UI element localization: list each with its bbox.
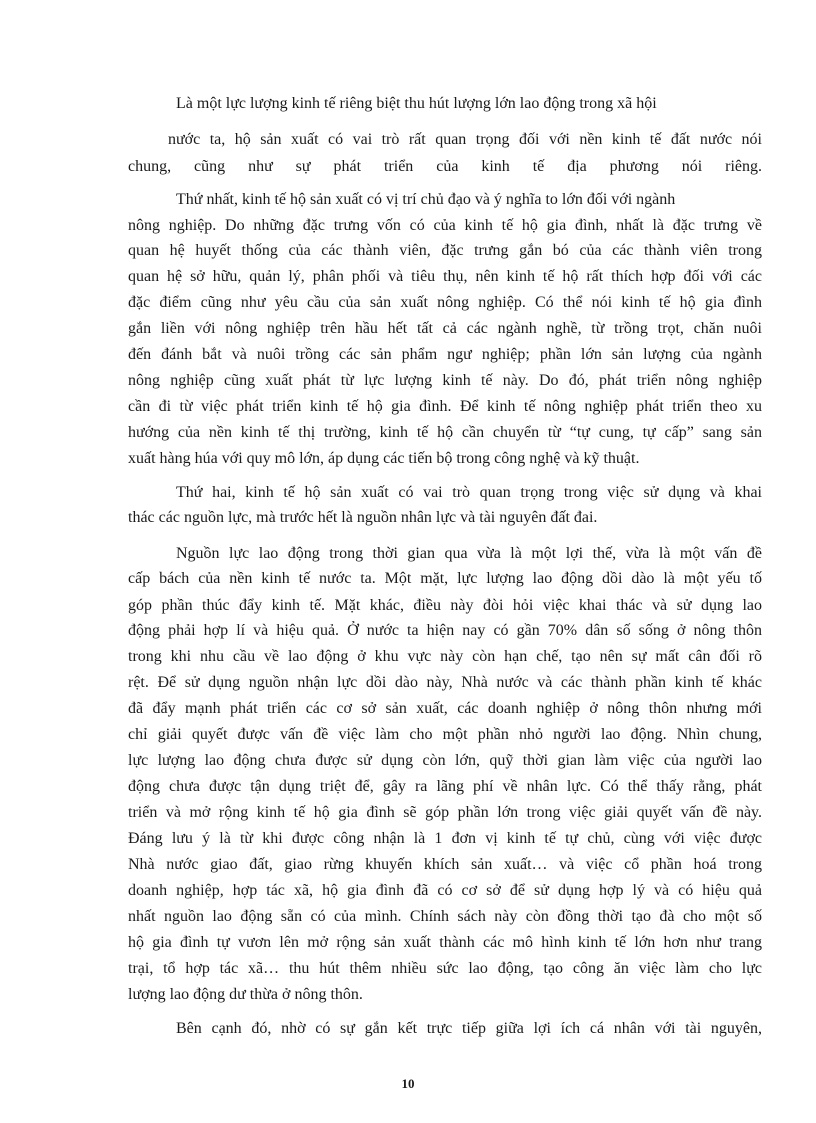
text-line: hộ gia đình tự vươn lên mở rộng sản xuất thành các mô hình kinh tế lớn hơn như trang (128, 934, 762, 951)
text-line: trong khi nhu cầu về lao động ở khu vực này còn hạn chế, tạo nên sự mất cân đối rõ (128, 648, 762, 665)
text-line: gắn liền với nông nghiệp trên hầu hết tất cả các ngành nghề, từ trồng trọt, chăn nuôi (128, 320, 762, 337)
text-line: đặc điểm cũng như yêu cầu của sản xuất nông nghiệp. Có thể nói kinh tế hộ gia đình (128, 294, 762, 311)
text-line: Bên cạnh đó, nhờ có sự gắn kết trực tiếp giữa lợi ích cá nhân với tài nguyên, (176, 1020, 762, 1037)
text-line: triển và mở rộng kinh tế hộ gia đình sẽ góp phần lớn trong việc giải quyết vấn đề này. (128, 804, 762, 821)
text-line: lực lượng lao động chưa được sử dụng còn lớn, quỹ thời gian làm việc của người lao (128, 752, 762, 769)
text-line: Là một lực lượng kinh tế riêng biệt thu hút lượng lớn lao động trong xã hội (176, 95, 657, 112)
text-line: góp phần thúc đẩy kinh tế. Mặt khác, điều này đòi hỏi việc khai thác và sử dụng lao (128, 597, 762, 614)
text-line: thác các nguồn lực, mà trước hết là nguồn nhân lực và tài nguyên đất đai. (128, 509, 598, 526)
text-line: quan hệ huyết thống của các thành viên, đặc trưng gắn bó của các thành viên trong (128, 242, 762, 259)
text-line: cấp bách của nền kinh tế nước ta. Một mặt, lực lượng lao động dồi dào là một yếu tố (128, 570, 762, 587)
text-line: Thứ hai, kinh tế hộ sản xuất có vai trò quan trọng trong việc sử dụng và khai (176, 484, 762, 501)
text-line: chung, cũng như sự phát triển của kinh tế địa phương nói riêng. (128, 158, 762, 175)
text-line: hướng của nền kinh tế thị trường, kinh tế hộ cần chuyển từ “tự cung, tự cấp” sang sản (128, 424, 762, 441)
text-line: trại, tổ hợp tác xã… thu hút thêm nhiều sức lao động, tạo công ăn việc làm cho lực (128, 960, 762, 977)
text-line: nông nghiệp. Do những đặc trưng vốn có của kinh tế hộ gia đình, nhất là đặc trưng về (128, 217, 762, 234)
text-line: động phải hợp lí và hiệu quả. Ở nước ta hiện nay có gần 70% dân số sống ở nông thôn (128, 622, 762, 639)
text-line: cần đi từ việc phát triển kinh tế hộ gia đình. Để kinh tế nông nghiệp phát triển theo xu (128, 398, 762, 415)
text-line: quan hệ sở hữu, quản lý, phân phối và tiêu thụ, nên kinh tế hộ rất thích hợp đối với các (128, 268, 762, 285)
text-line: đã đẩy mạnh phát triển các cơ sở sản xuất, các doanh nghiệp ở nông thôn nhưng mới (128, 700, 762, 717)
text-line: nông nghiệp cũng xuất phát từ lực lượng kinh tế này. Do đó, phát triển nông nghiệp (128, 372, 762, 389)
text-line: Nguồn lực lao động trong thời gian qua vừa là một lợi thế, vừa là một vấn đề (176, 545, 762, 562)
text-line: lượng lao động dư thừa ở nông thôn. (128, 986, 363, 1003)
text-line: đến đánh bắt và nuôi trồng các sản phẩm ngư nghiệp; phần lớn sản lượng của ngành (128, 346, 762, 363)
text-line: rệt. Để sử dụng nguồn nhận lực dồi dào này, Nhà nước và các thành phần kinh tế khác (128, 674, 762, 691)
page-number: 10 (401, 1076, 415, 1091)
text-line: Nhà nước giao đất, giao rừng khuyến khích sản xuất… và việc cổ phần hoá trong (128, 856, 762, 873)
text-line: động chưa được tận dụng triệt để, gây ra lãng phí về nhân lực. Có thể thấy rằng, phát (128, 778, 762, 795)
text-line: doanh nghiệp, hợp tác xã, hộ gia đình đã có cơ sở để sử dụng hợp lý và có hiệu quả (128, 882, 762, 899)
text-line: xuất hàng húa với quy mô lớn, áp dụng các tiến bộ trong công nghệ và kỹ thuật. (128, 450, 640, 467)
text-line: Đáng lưu ý là từ khi được công nhận là 1 đơn vị kinh tế tự chủ, cùng với việc được (128, 830, 762, 847)
text-line: nước ta, hộ sản xuất có vai trò rất quan trọng đối với nền kinh tế đất nước nói (168, 131, 762, 148)
text-line: chỉ giải quyết được vấn đề việc làm cho một phần nhỏ người lao động. Nhìn chung, (128, 726, 762, 743)
text-line: nhất nguồn lao động sẵn có của mình. Chính sách này còn đồng thời tạo đà cho một số (128, 908, 762, 925)
text-line: Thứ nhất, kinh tế hộ sản xuất có vị trí chủ đạo và ý nghĩa to lớn đối với ngành (176, 191, 676, 208)
